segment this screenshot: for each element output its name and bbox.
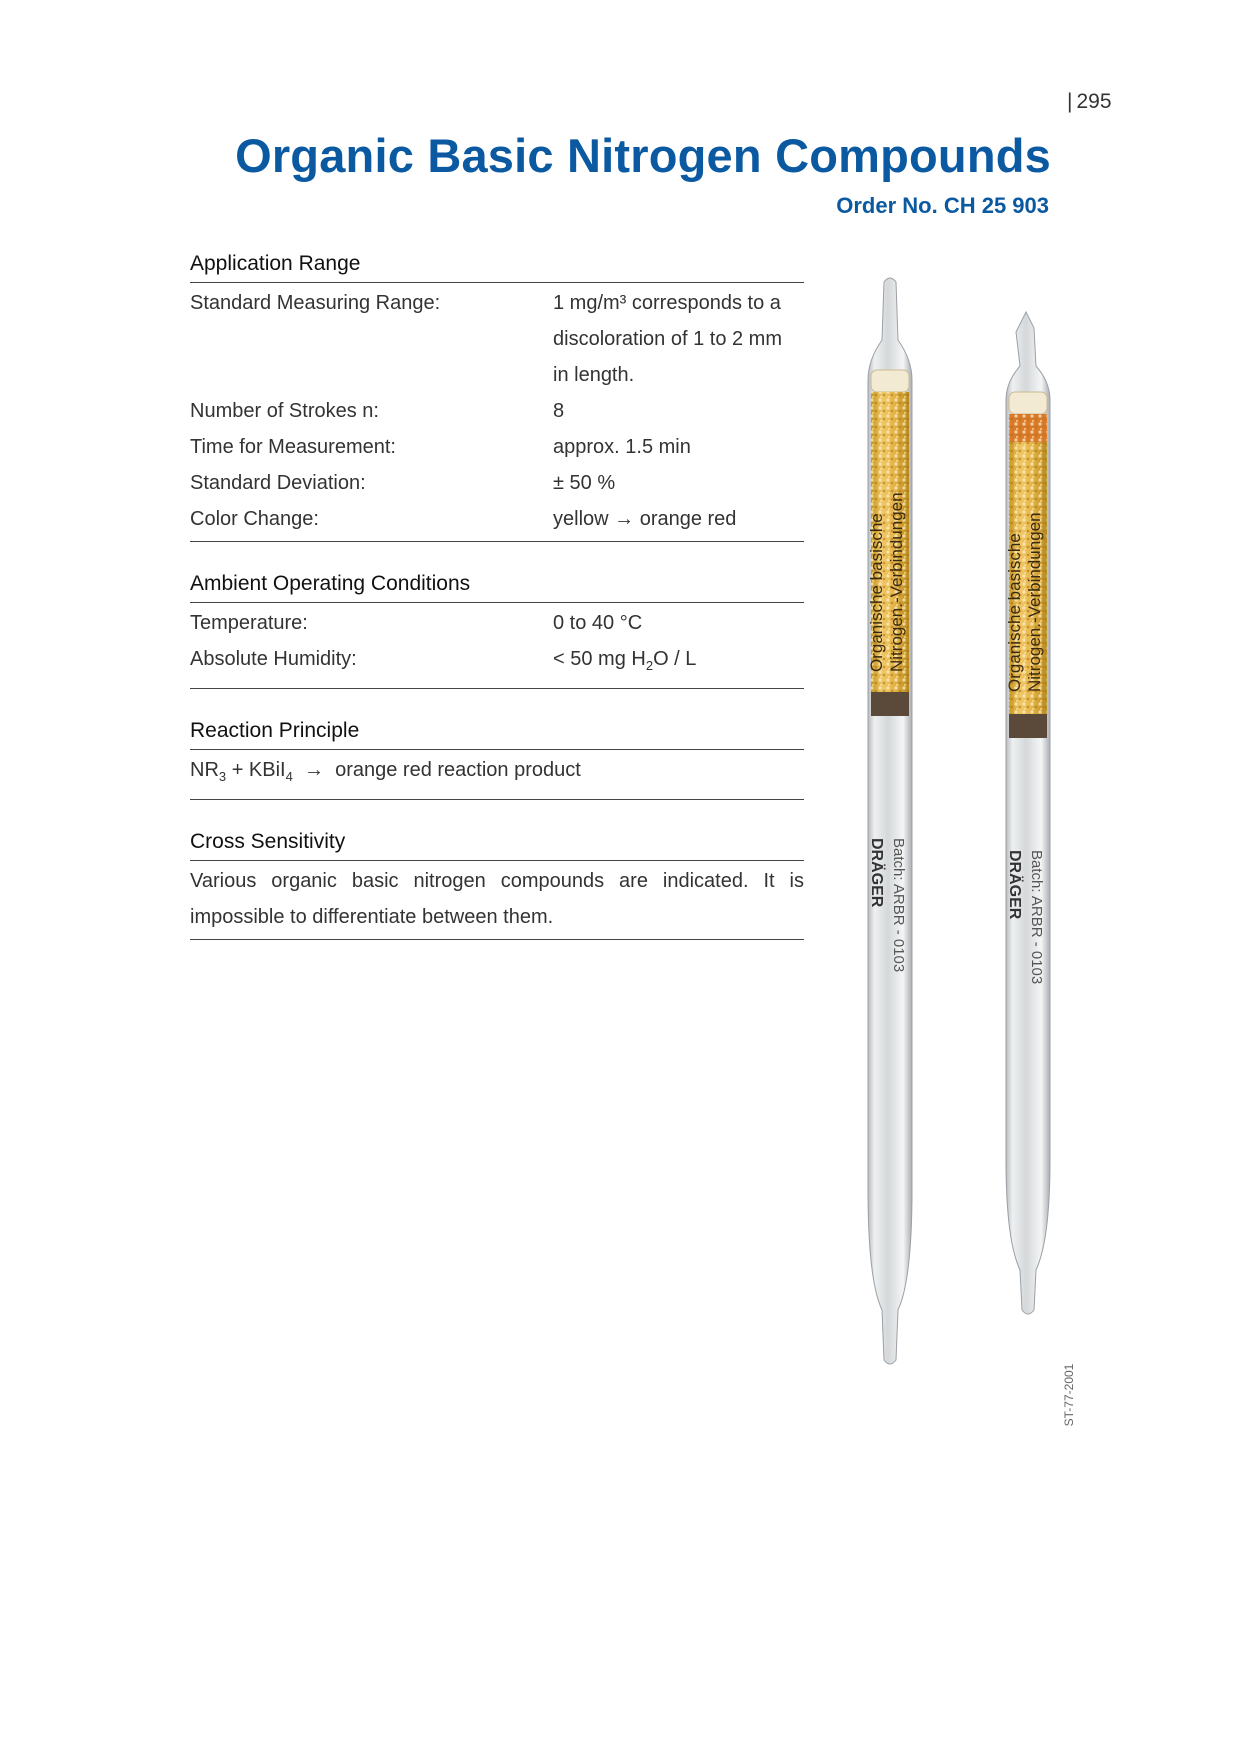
svg-text:Batch: ARBR - 0103: Batch: ARBR - 0103 bbox=[1028, 850, 1045, 985]
spec-row-measuring-range bbox=[190, 285, 804, 393]
spec-row-color-change bbox=[190, 501, 804, 537]
spec-value: approx. 1.5 min bbox=[553, 436, 691, 458]
spec-value: yellow → orange red bbox=[553, 508, 737, 530]
spec-label: Time for Measurement: bbox=[190, 436, 396, 458]
order-number: Order No. CH 25 903 bbox=[836, 193, 1049, 218]
ambient-conditions-section bbox=[190, 572, 804, 689]
detector-tubes-photo bbox=[838, 270, 1100, 1495]
spec-value: 8 bbox=[553, 400, 565, 422]
detector-tube-right bbox=[1005, 312, 1050, 1314]
svg-text:Nitrogen.-Verbindungen: Nitrogen.-Verbindungen bbox=[887, 492, 906, 672]
spec-label: Standard Measuring Range: bbox=[190, 292, 441, 314]
spec-row-humidity bbox=[190, 641, 804, 684]
svg-text:Batch: ARBR - 0103: Batch: ARBR - 0103 bbox=[890, 838, 907, 973]
spec-row-deviation bbox=[190, 465, 804, 501]
svg-text:DRÄGER: DRÄGER bbox=[868, 838, 885, 908]
cross-sensitivity-text: Various organic basic nitrogen compounds are indicated. It is impossible to differentiate between them. bbox=[190, 870, 804, 928]
section-title: Reaction Principle bbox=[190, 719, 804, 750]
reaction-equation: $NR_3$ + KBiI$_4$ → orange red reaction product bbox=[190, 759, 581, 784]
application-range-section bbox=[190, 252, 804, 542]
spec-label: Number of Strokes n: bbox=[190, 400, 379, 422]
spec-value: 1 mg/m³ corresponds to a discoloration of 1 to 2 mm in length. bbox=[553, 292, 782, 386]
spec-label: Color Change: bbox=[190, 508, 319, 530]
arrow-icon: → bbox=[303, 759, 324, 781]
cross-sensitivity-section bbox=[190, 830, 804, 940]
spec-label: Temperature: bbox=[190, 612, 308, 634]
spec-content bbox=[190, 252, 804, 970]
spec-value: ± 50 % bbox=[553, 472, 616, 494]
svg-text:Organische basische: Organische basische bbox=[1005, 533, 1024, 692]
reaction-principle-section bbox=[190, 719, 804, 800]
svg-text:Nitrogen.-Verbindungen: Nitrogen.-Verbindungen bbox=[1025, 512, 1044, 692]
page-number: | 295 bbox=[1067, 90, 1112, 113]
section-title: Application Range bbox=[190, 252, 804, 283]
spec-value: 0 to 40 °C bbox=[553, 612, 643, 634]
image-code: ST-77-2001 bbox=[1062, 1363, 1076, 1427]
spec-row-time bbox=[190, 429, 804, 465]
spec-label: Standard Deviation: bbox=[190, 472, 366, 494]
spec-row-temperature bbox=[190, 605, 804, 641]
page-title: Organic Basic Nitrogen Compounds bbox=[235, 129, 1051, 182]
svg-text:DRÄGER: DRÄGER bbox=[1006, 850, 1023, 920]
spec-row-strokes bbox=[190, 393, 804, 429]
section-title: Cross Sensitivity bbox=[190, 830, 804, 861]
svg-text:Organische basische: Organische basische bbox=[867, 513, 886, 672]
spec-value: < 50 mg $H_2O$ / L bbox=[553, 648, 697, 673]
section-title: Ambient Operating Conditions bbox=[190, 572, 804, 603]
spec-label: Absolute Humidity: bbox=[190, 648, 357, 670]
detector-tube-left bbox=[867, 278, 912, 1364]
